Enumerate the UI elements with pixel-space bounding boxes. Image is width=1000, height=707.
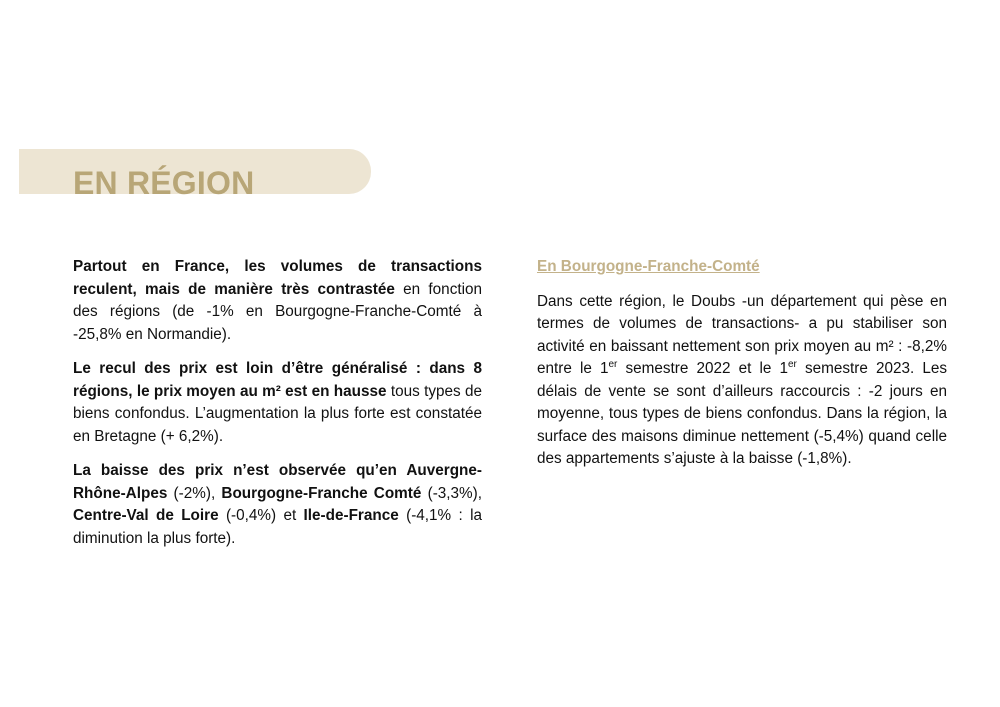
region-aura: La baisse des prix n’est observée qu’en Auvergne-Rhône-Alpes	[73, 462, 482, 502]
doubs-text-3: semestre 2023. Les délais de vente se sont d’ailleurs raccourcis : -2 jours en moyenne, tous types de biens confondus. Dans la région, la surface des maisons diminue nettement (-5,4%) quand celle des appartements s’ajuste à la baisse (-1,8%).	[537, 360, 947, 467]
paragraph-doubs	[537, 291, 947, 471]
paragraph-volumes-bold: Partout en France, les volumes de transactions reculent, mais de manière très contrastée	[73, 258, 482, 298]
paragraph-prices-text: tous types de biens confondus. L’augmentation la plus forte est constatée en Bretagne (+ 6,2%).	[73, 382, 482, 445]
decline-text-3: (-0,4%) et	[218, 507, 304, 524]
doubs-text-1: Dans cette région, le Doubs -un département qui pèse en termes de volumes de transactions- a pu stabiliser son activité en baissant nettement son prix moyen au m² : -8,2% entre le 1	[537, 292, 947, 377]
right-column	[537, 256, 947, 483]
ordinal-sup-1: er	[608, 358, 618, 370]
paragraph-volumes	[73, 256, 482, 346]
paragraph-decline	[73, 460, 482, 550]
paragraph-volumes-text: en fonction des régions (de -1% en Bourgogne-Franche-Comté à -25,8% en Normandie).	[73, 280, 483, 343]
region-bfc: Bourgogne-Franche Comté	[221, 484, 422, 502]
region-idf: Ile-de-France	[303, 507, 399, 524]
section-title: EN RÉGION	[73, 165, 255, 201]
region-cvl: Centre-Val de Loire	[73, 507, 219, 524]
doubs-text-2: semestre 2022 et le 1	[617, 360, 788, 377]
decline-text-4: (-4,1% : la diminution la plus forte).	[73, 507, 483, 547]
decline-text-1: (-2%),	[167, 484, 222, 502]
left-column	[73, 256, 482, 562]
subheading-bfc: En Bourgogne-Franche-Comté	[537, 258, 760, 275]
decline-text-2: (-3,3%),	[421, 484, 482, 502]
ordinal-sup-2: er	[787, 358, 797, 370]
paragraph-prices	[73, 358, 482, 448]
paragraph-prices-bold: Le recul des prix est loin d’être généralisé : dans 8 régions, le prix moyen au m² est en hausse	[73, 360, 482, 400]
